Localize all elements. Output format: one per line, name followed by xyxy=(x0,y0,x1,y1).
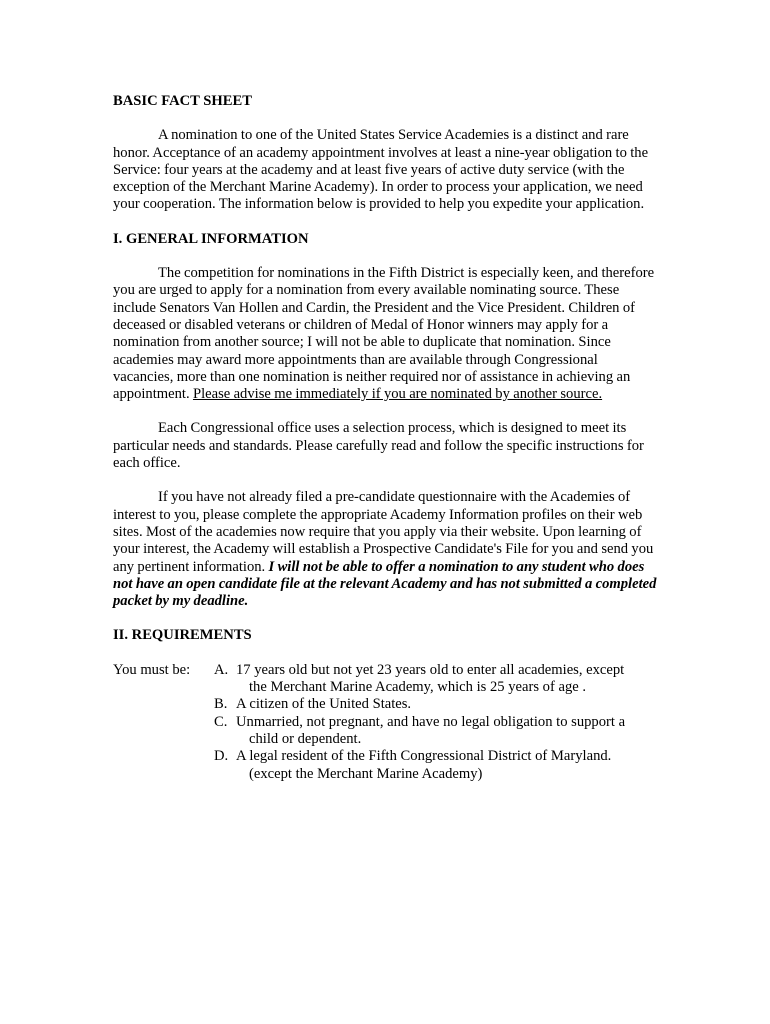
requirement-item-a xyxy=(214,662,658,697)
requirement-letter: C. xyxy=(214,713,228,730)
general-info-paragraph-2: Each Congressional office uses a selection process, which is designed to meet its particular needs and standards. Please carefully read and follow the specific instructions for each office. xyxy=(113,420,644,472)
requirement-letter: A. xyxy=(214,661,229,678)
document-body xyxy=(113,93,658,783)
requirement-text-continued: the Merchant Marine Academy, which is 25 years of age . xyxy=(249,679,587,696)
requirements-block xyxy=(113,662,658,783)
general-info-paragraph-1-text: The competition for nominations in the Fifth District is especially keen, and therefore you are urged to apply for a nomination from every available nominating source. These include Senators Van Hollen and Cardin, the President and the Vice President. Children of deceased or disabled veterans or children of Medal of Honor winners may apply for a nomination from another source; I will not be able to duplicate that nomination. Since academies may award more appointments than are available through Congressional vacancies, more than one nomination is neither required nor of assistance in achieving an appointment. xyxy=(113,265,655,403)
requirement-letter: D. xyxy=(214,748,229,765)
general-info-deadline-warning: I will not be able to offer a nomination to any student who does not have an open candidate file at the relevant Academy and has not submitted a completed packet by my deadline. xyxy=(113,558,657,610)
requirement-letter: B. xyxy=(214,696,228,713)
general-info-paragraph-1 xyxy=(113,265,658,403)
requirement-item-c xyxy=(214,714,658,749)
general-info-underlined-notice: Please advise me immediately if you are nominated by another source. xyxy=(192,386,603,403)
requirement-text: A citizen of the United States. xyxy=(236,696,412,713)
document-title: BASIC FACT SHEET xyxy=(113,93,252,109)
requirement-text-continued: (except the Merchant Marine Academy) xyxy=(249,765,483,782)
section-heading-general-information: I. GENERAL INFORMATION xyxy=(113,230,309,247)
requirements-list xyxy=(214,662,658,783)
requirement-text: Unmarried, not pregnant, and have no legal obligation to support a xyxy=(236,713,626,730)
requirement-text-continued: child or dependent. xyxy=(249,730,362,747)
requirements-label: You must be: xyxy=(113,661,191,678)
requirement-text: A legal resident of the Fifth Congressional District of Maryland. xyxy=(236,748,612,765)
general-info-paragraph-3 xyxy=(113,489,658,610)
requirement-item-b xyxy=(214,696,658,713)
section-heading-requirements: II. REQUIREMENTS xyxy=(113,627,252,644)
requirement-text: 17 years old but not yet 23 years old to enter all academies, except xyxy=(236,661,625,678)
requirement-item-d xyxy=(214,748,658,783)
intro-paragraph: A nomination to one of the United States Service Academies is a distinct and rare honor. Acceptance of an academy appointment involves at least a nine-year obligation to the Service: four years at the academy and at least five years of active duty service (with the exception of the Merchant Marine Academy). In order to process your application, we need your cooperation. The information below is provided to help you expedite your application. xyxy=(113,127,649,213)
general-info-paragraph-3-text: If you have not already filed a pre-candidate questionnaire with the Academies of interest to you, please complete the appropriate Academy Information profiles on their web sites. Most of the academies now require that you apply via their website. Upon learning of your interest, the Academy will establish a Prospective Candidate's File for you and send you any pertinent information. xyxy=(113,489,654,575)
